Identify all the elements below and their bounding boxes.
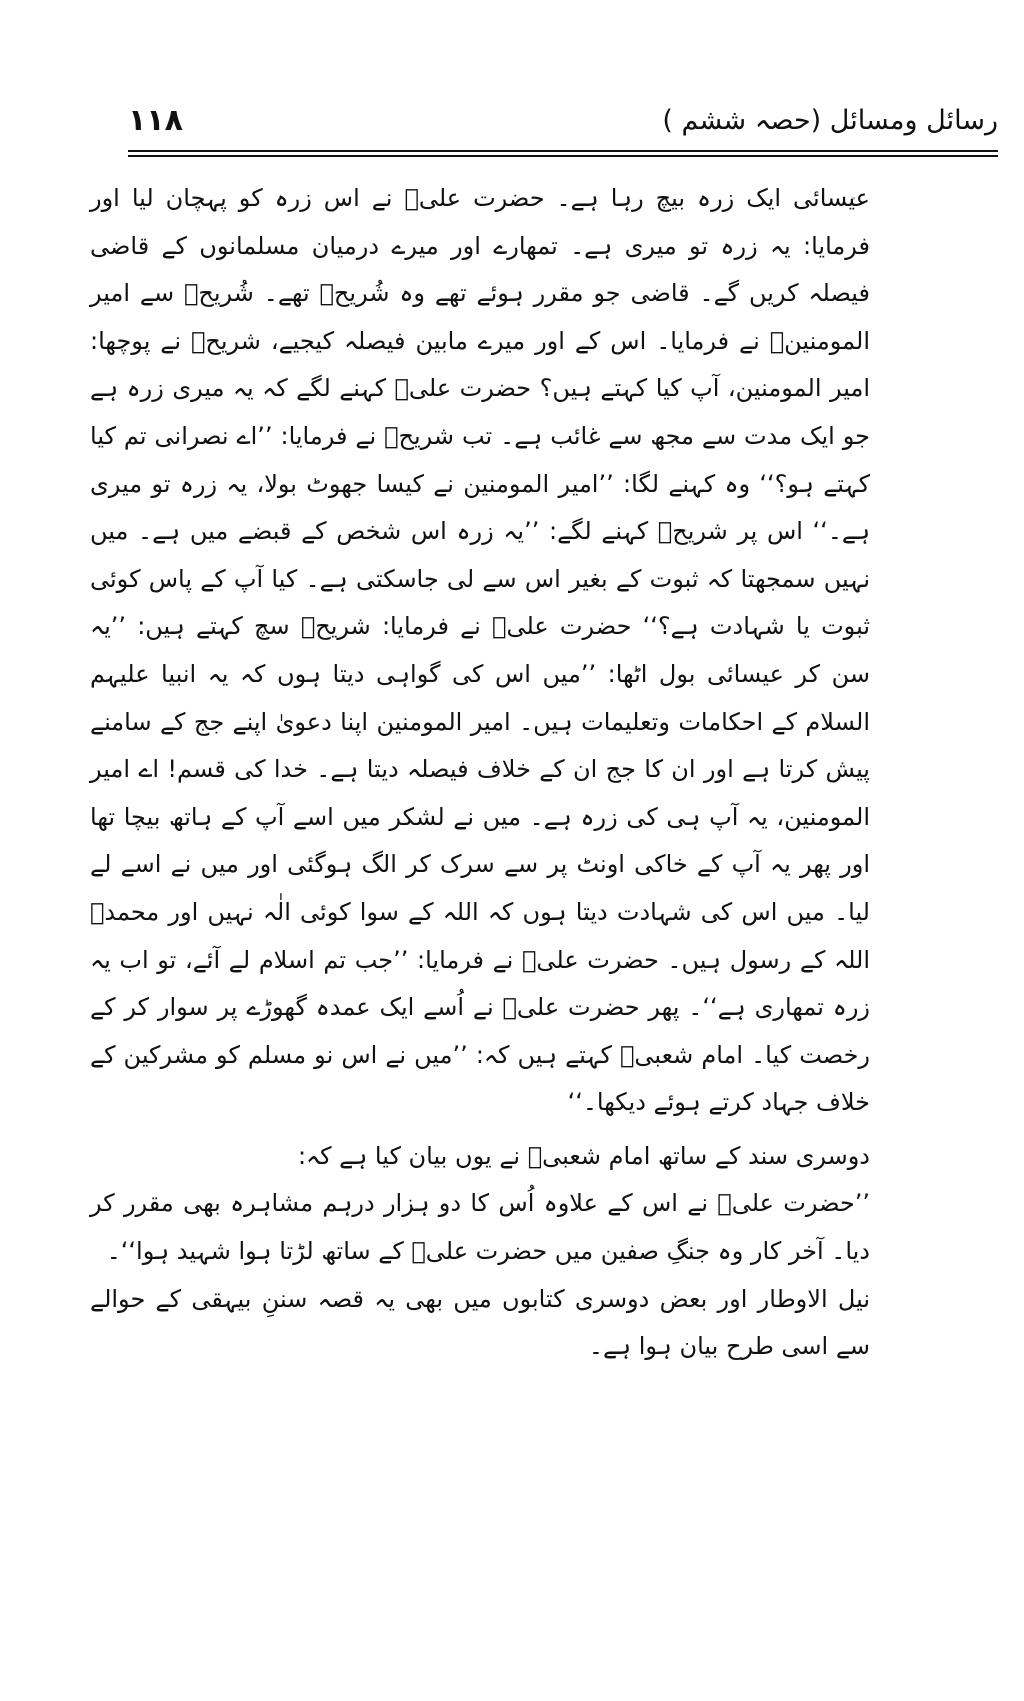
page-header	[128, 90, 998, 150]
paragraph: عیسائی ایک زرہ بیچ رہا ہے۔ حضرت علیؓ نے اس زرہ کو پہچان لیا اور فرمایا: یہ زرہ تو میری ہے۔ تمھارے اور میرے درمیان مسلمانوں کے قاضی فیصلہ کریں گے۔ قاضی جو مقرر ہوئے تھے وہ شُریحؒ تھے۔ شُریحؒ سے امیر المومنینؓ نے فرمایا۔ اس کے اور میرے مابین فیصلہ کیجیے، شریحؒ نے پوچھا: امیر المومنین، آپ کیا کہتے ہیں؟ حضرت علیؓ کہنے لگے کہ یہ میری زرہ ہے جو ایک مدت سے مجھ سے غائب ہے۔ تب شریحؒ نے فرمایا: ’’اے نصرانی تم کیا کہتے ہو؟‘‘ وہ کہنے لگا: ’’امیر المومنین نے کیسا جھوٹ بولا، یہ زرہ تو میری ہے۔‘‘ اس پر شریحؒ کہنے لگے: ’’یہ زرہ اس شخص کے قبضے میں ہے۔ میں نہیں سمجھتا کہ ثبوت کے بغیر اس سے لی جاسکتی ہے۔ کیا آپ کے پاس کوئی ثبوت یا شہادت ہے؟‘‘ حضرت علیؓ نے فرمایا: شریحؒ سچ کہتے ہیں: ’’یہ سن کر عیسائی بول اٹھا: ’’میں اس کی گواہی دیتا ہوں کہ یہ انبیا علیہم السلام کے احکامات وتعلیمات ہیں۔ امیر المومنین اپنا دعویٰ اپنے جج کے سامنے پیش کرتا ہے اور ان کا جج ان کے خلاف فیصلہ دیتا ہے۔ خدا کی قسم! اے امیر المومنین، یہ آپ ہی کی زرہ ہے۔ میں نے لشکر میں اسے آپ کے ہاتھ بیچا تھا اور پھر یہ آپ کے خاکی اونٹ پر سے سرک کر الگ ہوگئی اور میں نے اسے لے لیا۔ میں اس کی شہادت دیتا ہوں کہ اللہ کے سوا کوئی الٰہ نہیں اور محمدؐ اللہ کے رسول ہیں۔ حضرت علیؓ نے فرمایا: ’’جب تم اسلام لے آئے، تو اب یہ زرہ تمھاری ہے‘‘۔ پھر حضرت علیؓ نے اُسے ایک عمدہ گھوڑے پر سوار کر کے رخصت کیا۔ امام شعبیؒ کہتے ہیں کہ: ’’میں نے اس نو مسلم کو مشرکین کے خلاف جہاد کرتے ہوئے دیکھا۔‘‘	[90, 184, 870, 1117]
paragraph: دوسری سند کے ساتھ امام شعبیؒ نے یوں بیان کیا ہے کہ:	[297, 1141, 870, 1170]
body-text	[90, 175, 870, 1371]
page-number: ۱۱۸	[128, 102, 183, 138]
quoted-paragraph: ’’حضرت علیؓ نے اس کے علاوہ اُس کا دو ہزار درہم مشاہرہ بھی مقرر کر دیا۔ آخر کار وہ جنگِ صفین میں حضرت علیؓ کے ساتھ لڑتا ہوا شہید ہوا‘‘۔	[90, 1189, 870, 1266]
running-title: رسائل ومسائل (حصہ ششم )	[662, 104, 998, 136]
header-divider	[128, 150, 998, 152]
header-divider-secondary	[128, 155, 998, 157]
paragraph: نیل الاوطار اور بعض دوسری کتابوں میں بھی یہ قصہ سننِ بیہقی کے حوالے سے اسی طرح بیان ہوا ہے۔	[90, 1284, 870, 1361]
